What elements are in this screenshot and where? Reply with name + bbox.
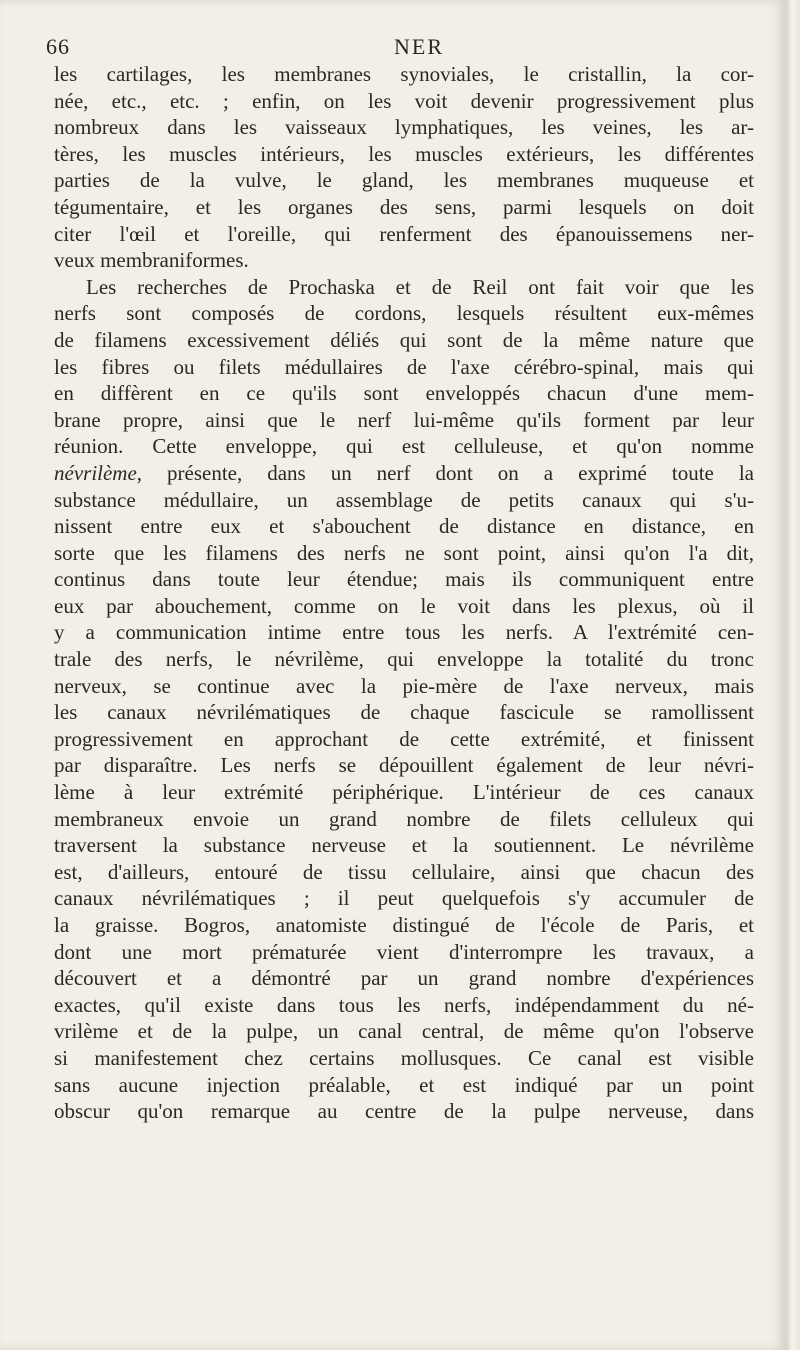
text-line: par disparaître. Les nerfs se dépouillent également de leur névri- xyxy=(54,753,754,778)
text-line: si manifestement chez certains mollusques. Ce canal est visible xyxy=(54,1045,754,1070)
text-line: de filamens excessivement déliés qui sont de la même nature que xyxy=(54,327,754,352)
body-text xyxy=(54,61,754,1125)
text-line: les cartilages, les membranes synoviales, le cristallin, la cor- xyxy=(54,62,754,86)
text-line: lème à leur extrémité périphérique. L'intérieur de ces canaux xyxy=(54,780,754,805)
italic-term: névrilème xyxy=(54,460,137,485)
text-line: en diffèrent en ce qu'ils sont enveloppés chacun d'une mem- xyxy=(54,381,754,406)
text-line: nombreux dans les vaisseaux lymphatiques, les veines, les ar- xyxy=(54,115,754,140)
text-line: dont une mort prématurée vient d'interrompre les travaux, a xyxy=(54,939,754,964)
text-line: continus dans toute leur étendue; mais ils communiquent entre xyxy=(54,567,754,592)
text-line: nerfs sont composés de cordons, lesquels résultent eux-mêmes xyxy=(54,301,754,326)
text-line: eux par abouchement, comme on le voit dans les plexus, où il xyxy=(54,593,754,618)
text-line: membraneux envoie un grand nombre de filets celluleux qui xyxy=(54,806,754,831)
text-line: trale des nerfs, le névrilème, qui enveloppe la totalité du tronc xyxy=(54,647,754,672)
text-line: sans aucune injection préalable, et est indiqué par un point xyxy=(54,1072,754,1097)
paragraph-start-line: Les recherches de Prochaska et de Reil ont fait voir que les xyxy=(86,274,754,299)
text-line: traversent la substance nerveuse et la soutiennent. Le névrilème xyxy=(54,833,754,858)
text-line: les canaux névrilématiques de chaque fascicule se ramollissent xyxy=(54,700,754,725)
text-line: vrilème et de la pulpe, un canal central, de même qu'on l'observe xyxy=(54,1019,754,1044)
text-line: citer l'œil et l'oreille, qui renferment des épanouissemens ner- xyxy=(54,221,754,246)
text-line: est, d'ailleurs, entouré de tissu cellulaire, ainsi que chacun des xyxy=(54,859,754,884)
running-head: NER xyxy=(394,34,444,59)
text-line: réunion. Cette enveloppe, qui est celluleuse, et qu'on nomme xyxy=(54,434,754,459)
text-line: canaux névrilématiques ; il peut quelquefois s'y accumuler de xyxy=(54,886,754,911)
text-line: substance médullaire, un assemblage de petits canaux qui s'u- xyxy=(54,487,754,512)
text-line: parties de la vulve, le gland, les membranes muqueuse et xyxy=(54,168,754,193)
text-line: découvert et a démontré par un grand nombre d'expériences xyxy=(54,966,754,991)
text-line: nissent entre eux et s'abouchent de distance en distance, en xyxy=(54,514,754,539)
text-line: exactes, qu'il existe dans tous les nerfs, indépendamment du né- xyxy=(54,992,754,1017)
text-line: sorte que les filamens des nerfs ne sont point, ainsi qu'on l'a dit, xyxy=(54,540,754,565)
line-rest: , présente, dans un nerf dont on a exprimé toute la xyxy=(136,460,754,485)
text-line-italic-term xyxy=(54,460,754,487)
text-line: brane propre, ainsi que le nerf lui-même qu'ils forment par leur xyxy=(54,407,754,432)
text-line: y a communication intime entre tous les nerfs. A l'extrémité cen- xyxy=(54,620,754,645)
text-line: tégumentaire, et les organes des sens, parmi lesquels on doit xyxy=(54,194,754,219)
page-header xyxy=(46,26,746,60)
text-line: nerveux, se continue avec la pie-mère de l'axe nerveux, mais xyxy=(54,673,754,698)
text-line: progressivement en approchant de cette extrémité, et finissent xyxy=(54,726,754,751)
text-line: née, etc., etc. ; enfin, on les voit devenir progressivement plus xyxy=(54,88,754,113)
book-spine-edge xyxy=(786,0,800,1350)
text-line: veux membraniformes. xyxy=(54,248,249,273)
text-line: la graisse. Bogros, anatomiste distingué de l'école de Paris, et xyxy=(54,913,754,937)
text-line: obscur qu'on remarque au centre de la pulpe nerveuse, dans xyxy=(54,1099,754,1124)
text-line: tères, les muscles intérieurs, les muscles extérieurs, les différentes xyxy=(54,141,754,166)
page-number: 66 xyxy=(46,34,70,59)
text-line: les fibres ou filets médullaires de l'axe cérébro-spinal, mais qui xyxy=(54,354,754,379)
